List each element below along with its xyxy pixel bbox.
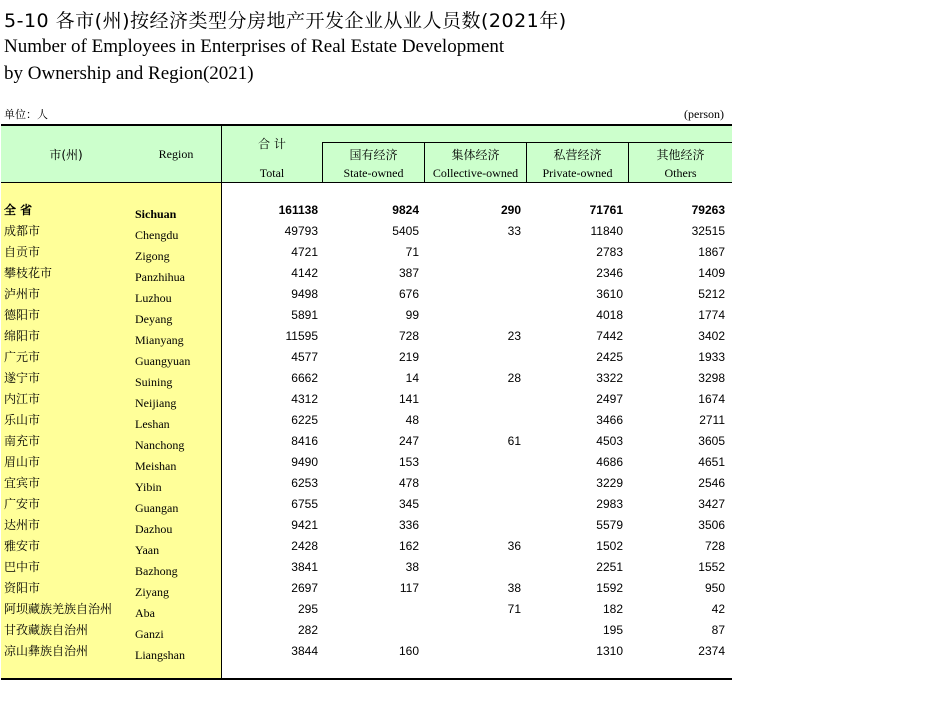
private-owned-value: 195 — [602, 623, 623, 637]
region-name-cn: 德阳市 — [4, 308, 41, 322]
region-name-cn: 广安市 — [4, 497, 41, 511]
total-value: 2428 — [291, 539, 318, 553]
total-value: 9490 — [291, 455, 318, 469]
table-row — [1, 641, 732, 662]
table-row — [1, 452, 732, 473]
header-private-cn: 私营经济 — [553, 148, 602, 162]
private-owned-value: 1502 — [596, 539, 623, 553]
state-owned-value: 345 — [398, 497, 419, 511]
page-title-cn: 5-10 各市(州)按经济类型分房地产开发企业从业人员数(2021年) — [4, 10, 567, 32]
collective-owned-value: 23 — [507, 329, 521, 343]
page-title-en-line2: by Ownership and Region(2021) — [4, 63, 254, 84]
total-value: 6253 — [291, 476, 318, 490]
header-state-cn: 国有经济 — [349, 148, 398, 162]
total-value: 9421 — [291, 518, 318, 532]
others-value: 5212 — [698, 287, 725, 301]
region-name-en: Nanchong — [135, 438, 185, 452]
private-owned-value: 4503 — [596, 434, 623, 448]
region-name-cn: 甘孜藏族自治州 — [4, 623, 89, 637]
state-owned-value: 162 — [398, 539, 419, 553]
region-name-en: Ziyang — [135, 585, 169, 599]
region-name-en: Ganzi — [135, 627, 164, 641]
region-name-cn: 宜宾市 — [4, 476, 41, 490]
table-row — [1, 578, 732, 599]
region-name-en: Guangyuan — [135, 354, 191, 368]
unit-label-en: (person) — [684, 107, 724, 121]
total-value: 4142 — [291, 266, 318, 280]
region-name-en: Aba — [135, 606, 155, 620]
table-row — [1, 473, 732, 494]
private-owned-value: 3229 — [596, 476, 623, 490]
header-state-en: State-owned — [343, 166, 404, 180]
collective-owned-value — [425, 641, 521, 662]
private-owned-value: 5579 — [596, 518, 623, 532]
region-name-cn: 全 省 — [4, 203, 33, 217]
table-row — [1, 389, 732, 410]
table-row — [1, 410, 732, 431]
private-owned-value: 2783 — [596, 245, 623, 259]
total-value: 6225 — [291, 413, 318, 427]
employees-table — [1, 124, 732, 679]
region-name-en: Luzhou — [135, 291, 172, 305]
collective-owned-value — [425, 620, 521, 641]
header-total-cn: 合 计 — [258, 137, 286, 151]
region-name-cn: 南充市 — [4, 434, 41, 448]
private-owned-value: 2497 — [596, 392, 623, 406]
total-value: 8416 — [291, 434, 318, 448]
region-name-cn: 广元市 — [4, 350, 41, 364]
state-owned-value: 117 — [399, 581, 419, 595]
others-value: 4651 — [698, 455, 725, 469]
region-name-en: Panzhihua — [135, 270, 185, 284]
collective-owned-value — [425, 473, 521, 494]
private-owned-value: 1592 — [596, 581, 623, 595]
collective-owned-value — [425, 452, 521, 473]
total-value: 161138 — [278, 203, 318, 217]
table-row — [1, 431, 732, 452]
table-row — [1, 515, 732, 536]
others-value: 32515 — [691, 224, 725, 238]
total-value: 2697 — [291, 581, 318, 595]
region-name-cn: 巴中市 — [4, 560, 41, 574]
others-value: 3427 — [698, 497, 725, 511]
region-name-cn: 绵阳市 — [4, 329, 41, 343]
state-owned-value: 247 — [398, 434, 419, 448]
header-others-en: Others — [664, 166, 697, 180]
collective-owned-value — [425, 263, 521, 284]
state-owned-value: 387 — [398, 266, 419, 280]
collective-owned-value — [425, 515, 521, 536]
state-owned-value — [323, 620, 419, 641]
header-private-en: Private-owned — [542, 166, 613, 180]
collective-owned-value: 71 — [507, 602, 521, 616]
others-value: 1867 — [698, 245, 725, 259]
region-name-cn: 泸州市 — [4, 287, 41, 301]
others-value: 1552 — [698, 560, 725, 574]
header-city-cn: 市(州) — [49, 148, 83, 162]
collective-owned-value: 290 — [500, 203, 521, 217]
collective-owned-value: 61 — [507, 434, 521, 448]
header-region-en: Region — [158, 147, 194, 161]
region-name-en: Guangan — [135, 501, 179, 515]
region-name-cn: 眉山市 — [4, 455, 41, 469]
total-value: 4721 — [291, 245, 318, 259]
region-name-cn: 乐山市 — [4, 413, 41, 427]
others-value: 1409 — [698, 266, 725, 280]
private-owned-value: 2251 — [596, 560, 623, 574]
unit-label-cn: 单位：人 — [4, 108, 48, 121]
total-value: 295 — [297, 602, 318, 616]
table-row — [1, 242, 732, 263]
collective-owned-value — [425, 494, 521, 515]
others-value: 2546 — [698, 476, 725, 490]
region-name-en: Yibin — [135, 480, 162, 494]
total-value: 4312 — [291, 392, 318, 406]
region-name-en: Liangshan — [135, 648, 185, 662]
collective-owned-value — [425, 557, 521, 578]
state-owned-value: 728 — [398, 329, 419, 343]
state-owned-value: 5405 — [392, 224, 419, 238]
region-name-en: Meishan — [135, 459, 177, 473]
table-row — [1, 494, 732, 515]
private-owned-value: 2346 — [596, 266, 623, 280]
table-row — [1, 557, 732, 578]
region-name-en: Zigong — [135, 249, 170, 263]
header-total-en: Total — [259, 166, 285, 180]
private-owned-value: 4018 — [596, 308, 623, 322]
total-value: 9498 — [291, 287, 318, 301]
others-value: 3506 — [698, 518, 725, 532]
others-value: 728 — [704, 539, 725, 553]
state-owned-value: 48 — [405, 413, 419, 427]
table-row — [1, 305, 732, 326]
private-owned-value: 2983 — [596, 497, 623, 511]
others-value: 1774 — [698, 308, 725, 322]
state-owned-value: 153 — [398, 455, 419, 469]
state-owned-value: 38 — [405, 560, 419, 574]
region-name-cn: 成都市 — [4, 224, 41, 238]
collective-owned-value — [425, 389, 521, 410]
page-title-en-line1: Number of Employees in Enterprises of Real Estate Development — [4, 36, 505, 57]
region-name-en: Deyang — [135, 312, 173, 326]
collective-owned-value — [425, 305, 521, 326]
private-owned-value: 3610 — [596, 287, 623, 301]
region-name-cn: 遂宁市 — [4, 371, 41, 385]
collective-owned-value: 28 — [507, 371, 521, 385]
others-value: 42 — [711, 602, 725, 616]
state-owned-value: 9824 — [392, 203, 419, 217]
table-row — [1, 326, 732, 347]
table-row — [1, 200, 732, 221]
table-row — [1, 620, 732, 641]
region-name-cn: 达州市 — [4, 518, 41, 532]
table-row — [1, 284, 732, 305]
table-row — [1, 599, 732, 620]
total-value: 6755 — [291, 497, 318, 511]
region-name-cn: 资阳市 — [4, 581, 41, 595]
collective-owned-value — [425, 410, 521, 431]
region-name-en: Dazhou — [135, 522, 173, 536]
region-name-en: Suining — [135, 375, 173, 389]
total-value: 3841 — [291, 560, 318, 574]
region-name-en: Mianyang — [135, 333, 184, 347]
private-owned-value: 3322 — [596, 371, 623, 385]
table-row — [1, 368, 732, 389]
region-name-cn: 雅安市 — [4, 539, 41, 553]
others-value: 3298 — [698, 371, 725, 385]
total-value: 6662 — [291, 371, 318, 385]
others-value: 3605 — [698, 434, 725, 448]
total-value: 5891 — [291, 308, 318, 322]
state-owned-value: 336 — [398, 518, 419, 532]
collective-owned-value — [425, 284, 521, 305]
collective-owned-value: 38 — [507, 581, 521, 595]
region-name-en: Neijiang — [135, 396, 177, 410]
region-name-en: Yaan — [135, 543, 160, 557]
private-owned-value: 2425 — [596, 350, 623, 364]
region-name-cn: 阿坝藏族羌族自治州 — [4, 602, 113, 616]
private-owned-value: 71761 — [589, 203, 623, 217]
private-owned-value: 7442 — [596, 329, 623, 343]
others-value: 2374 — [698, 644, 725, 658]
state-owned-value: 160 — [398, 644, 419, 658]
state-owned-value: 141 — [398, 392, 419, 406]
collective-owned-value — [425, 347, 521, 368]
others-value: 87 — [711, 623, 725, 637]
private-owned-value: 3466 — [596, 413, 623, 427]
total-value: 11595 — [285, 329, 318, 343]
private-owned-value: 11840 — [590, 224, 623, 238]
total-value: 4577 — [291, 350, 318, 364]
private-owned-value: 4686 — [596, 455, 623, 469]
others-value: 3402 — [698, 329, 725, 343]
table-row — [1, 263, 732, 284]
state-owned-value: 219 — [398, 350, 419, 364]
header-bottom-border — [1, 182, 732, 183]
state-owned-value: 71 — [405, 245, 419, 259]
private-owned-value: 182 — [602, 602, 623, 616]
state-owned-value: 478 — [398, 476, 419, 490]
others-value: 950 — [704, 581, 725, 595]
region-name-en: Sichuan — [135, 207, 177, 221]
header-collective-en: Collective-owned — [432, 166, 519, 180]
region-name-en: Leshan — [135, 417, 170, 431]
collective-owned-value: 33 — [507, 224, 521, 238]
table-bottom-border — [1, 678, 732, 680]
subheader-border — [322, 142, 732, 143]
collective-owned-value: 36 — [507, 539, 521, 553]
region-name-cn: 自贡市 — [4, 245, 41, 259]
header-collective-cn: 集体经济 — [451, 148, 500, 162]
region-name-cn: 凉山彝族自治州 — [4, 644, 89, 658]
collective-owned-value — [425, 242, 521, 263]
region-name-cn: 内江市 — [4, 392, 41, 406]
state-owned-value: 99 — [405, 308, 419, 322]
table-row — [1, 221, 732, 242]
others-value: 79263 — [691, 203, 725, 217]
others-value: 2711 — [699, 413, 725, 427]
others-value: 1933 — [698, 350, 725, 364]
state-owned-value — [323, 599, 419, 620]
table-row — [1, 536, 732, 557]
total-value: 49793 — [284, 224, 318, 238]
state-owned-value: 14 — [405, 371, 419, 385]
table-row — [1, 347, 732, 368]
region-name-en: Chengdu — [135, 228, 179, 242]
header-others-cn: 其他经济 — [656, 148, 705, 162]
total-value: 3844 — [291, 644, 318, 658]
table-top-border — [1, 124, 732, 126]
region-name-cn: 攀枝花市 — [4, 266, 53, 280]
region-name-en: Bazhong — [135, 564, 178, 578]
private-owned-value: 1310 — [596, 644, 623, 658]
others-value: 1674 — [698, 392, 725, 406]
state-owned-value: 676 — [398, 287, 419, 301]
total-value: 282 — [297, 623, 318, 637]
